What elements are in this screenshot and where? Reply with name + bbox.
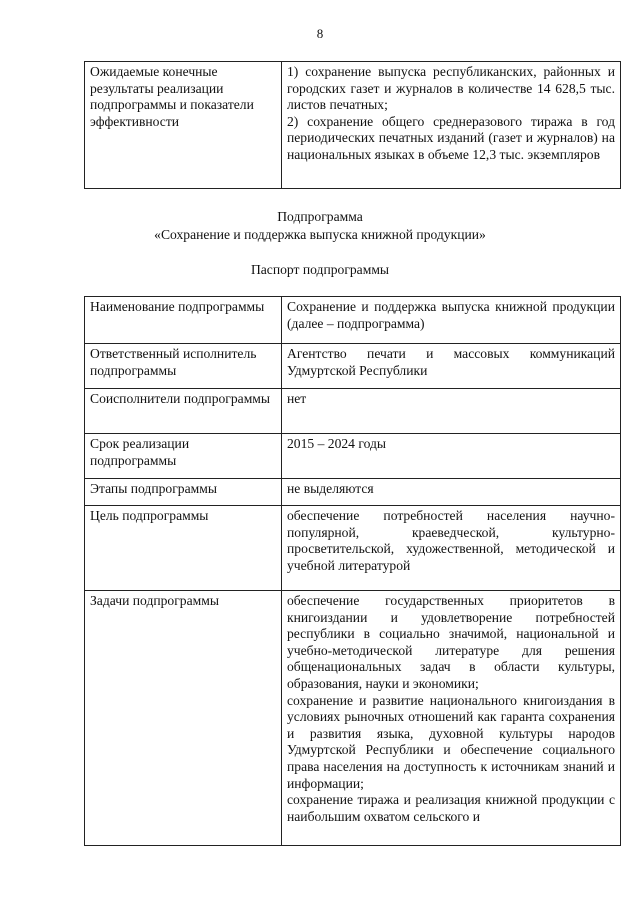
expected-results-table [84,61,621,189]
subprogram-heading: Подпрограмма [277,209,363,224]
table-row [85,297,621,344]
table-row [85,389,621,434]
table-row [85,434,621,479]
row-value: нет [282,389,621,434]
table-row [85,506,621,591]
row-label: Этапы подпрограммы [85,479,282,506]
expected-results-value [282,62,621,189]
task-item: сохранение и развитие национального книгоиздания в условиях рыночных отношений как гаранта сохранения и развития языка, духовной культуры народов Удмуртской Республики и обеспечение социального права населения на доступность к источникам знаний и информации; [287,692,615,791]
task-item: обеспечение государственных приоритетов в книгоиздании и удовлетворение потребностей республики в социально значимой, национальной и учебно-методической литературе для решения общенациональных задач в области культуры, образования, науки и экономики; [287,593,615,691]
expected-results-label: Ожидаемые конечные результаты реализации подпрограммы и показатели эффективности [85,62,282,189]
table-row [85,479,621,506]
row-label: Ответственный исполнитель подпрограммы [85,344,282,389]
table-row [85,62,621,189]
row-value: 2015 – 2024 годы [282,434,621,479]
table-row [85,591,621,846]
subprogram-name: «Сохранение и поддержка выпуска книжной продукции» [154,227,486,242]
row-label: Задачи подпрограммы [85,591,282,846]
table-row [85,344,621,389]
row-value: Сохранение и поддержка выпуска книжной продукции (далее – подпрограмма) [282,297,621,344]
row-label: Срок реализации подпрограммы [85,434,282,479]
expected-result-item: 2) сохранение общего среднеразового тиража в год периодических печатных изданий (газет и журналов) на национальных языках в объеме 12,3 тыс. экземпляров [287,113,615,162]
row-label: Наименование подпрограммы [85,297,282,344]
row-value [282,591,621,846]
expected-result-item: 1) сохранение выпуска республиканских, районных и городских газет и журналов в количестве 14 628,5 тыс. листов печатных; [287,64,615,113]
task-item: сохранение тиража и реализация книжной продукции с наибольшим охватом сельского и [287,792,615,824]
row-value: обеспечение потребностей населения научно-популярной, краеведческой, культурно-просветительской, художественной, методической и учебной литературой [282,506,621,591]
passport-title: Паспорт подпрограммы [250,262,390,277]
passport-table [84,296,621,846]
row-value: Агентство печати и массовых коммуникаций Удмуртской Республики [282,344,621,389]
page-number: 8 [316,26,324,41]
row-label: Соисполнители подпрограммы [85,389,282,434]
row-label: Цель подпрограммы [85,506,282,591]
row-value: не выделяются [282,479,621,506]
